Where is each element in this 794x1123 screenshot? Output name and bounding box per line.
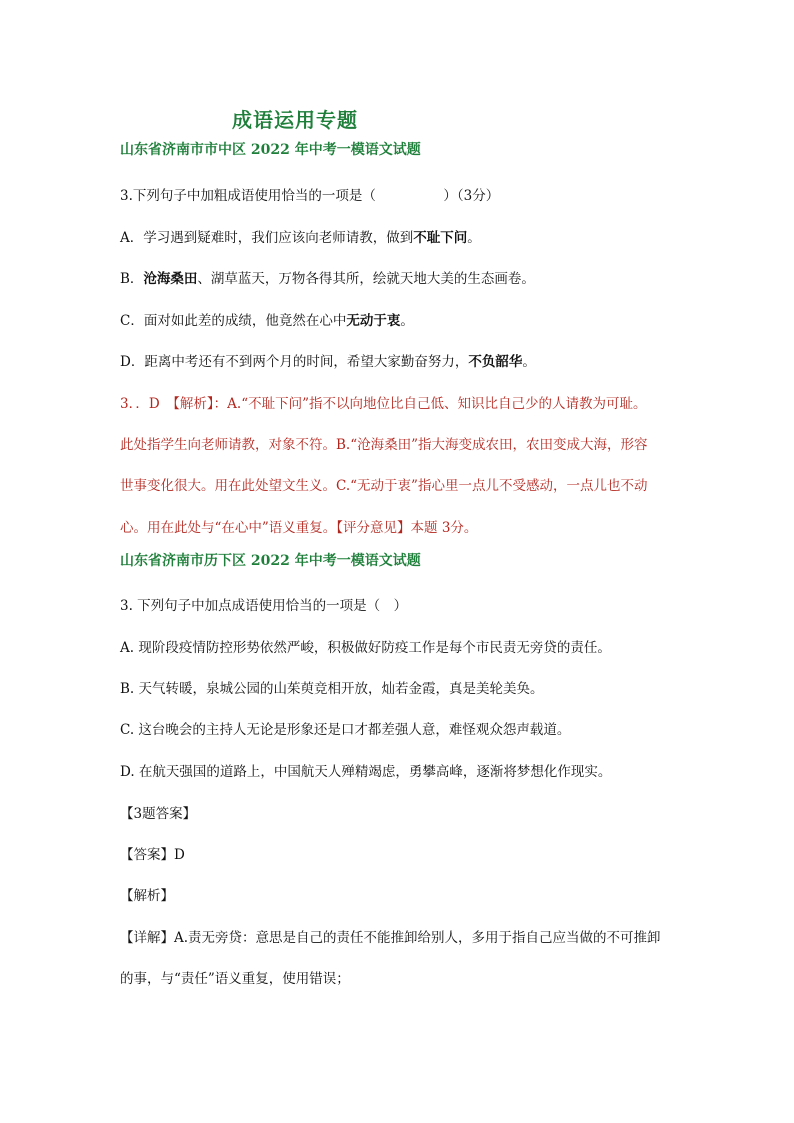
option-a: [120, 228, 481, 248]
option-c-text: C．面对如此差的成绩，他竟然在心中: [120, 313, 347, 329]
detail-line-1: 【详解】A.责无旁贷：意思是自己的责任不能推卸给别人，多用于指自己应当做的不可推卸: [120, 930, 661, 946]
answer-analysis-line-4: 心。用在此处与“在心中”语义重复。【评分意见】本题 3分。: [120, 520, 478, 536]
option-b-prefix: B．: [120, 271, 144, 287]
option-b-idiom: 沧海桑田: [143, 271, 198, 287]
option-d-idiom: 不负韶华: [468, 354, 523, 370]
option-d: D. 在航天强国的道路上，中国航天人殚精竭虑，勇攀高峰，逐渐将梦想化作现实。: [120, 764, 612, 780]
section-heading-shizhong: 山东省济南市市中区 2022 年中考一模语文试题: [120, 142, 421, 158]
answer-analysis-line-1: 3．．D 【解析】：A.“不耻下问”指不以向地位比自己低、知识比自己少的人请教为可耻。: [120, 396, 647, 412]
answer-text: 【答案】D: [120, 847, 185, 863]
answer-analysis-line-3: 世事变化很大。用在此处望文生义。C.“无动于衷”指心里一点儿不受感动，一点儿也不动: [120, 478, 648, 494]
option-c: C. 这台晚会的主持人无论是形象还是口才都差强人意，难怪观众怨声载道。: [120, 722, 571, 738]
option-b: [120, 269, 535, 289]
analysis-tag: 【解析】: [120, 888, 174, 904]
answer-analysis-line-2: 此处指学生向老师请教，对象不符。B.“沧海桑田”指大海变成农田，农田变成大海，形容: [120, 437, 648, 453]
option-c-end: 。: [400, 313, 414, 329]
option-a-text: A．学习遇到疑难时，我们应该向老师请教，做到: [120, 230, 414, 246]
detail-line-2: 的事，与“责任”语义重复，使用错误；: [120, 971, 350, 987]
question-text: 3. 下列句子中加点成语使用恰当的一项是（ ）: [120, 598, 408, 614]
option-d-end: 。: [522, 354, 536, 370]
section-heading-lixia: 山东省济南市历下区 2022 年中考一模语文试题: [120, 553, 421, 569]
option-a: A. 现阶段疫情防控形势依然严峻，积极做好防疫工作是每个市民责无旁贷的责任。: [120, 640, 611, 656]
page-title: 成语运用专题: [232, 108, 358, 132]
option-c-idiom: 无动于衷: [346, 313, 401, 329]
option-b: B. 天气转暖，泉城公园的山茱萸竞相开放，灿若金霞，真是美轮美奂。: [120, 681, 544, 697]
option-a-end: 。: [467, 230, 481, 246]
option-a-idiom: 不耻下问: [413, 230, 468, 246]
option-d-text: D．距离中考还有不到两个月的时间，希望大家勤奋努力，: [120, 354, 469, 370]
option-c: [120, 311, 414, 331]
question-text: 3.下列句子中加粗成语使用恰当的一项是（ ）（3分）: [120, 188, 500, 204]
option-d: [120, 352, 536, 372]
option-b-text: 、湖草蓝天，万物各得其所，绘就天地大美的生态画卷。: [197, 271, 535, 287]
answer-tag: 【3题答案】: [120, 806, 197, 822]
